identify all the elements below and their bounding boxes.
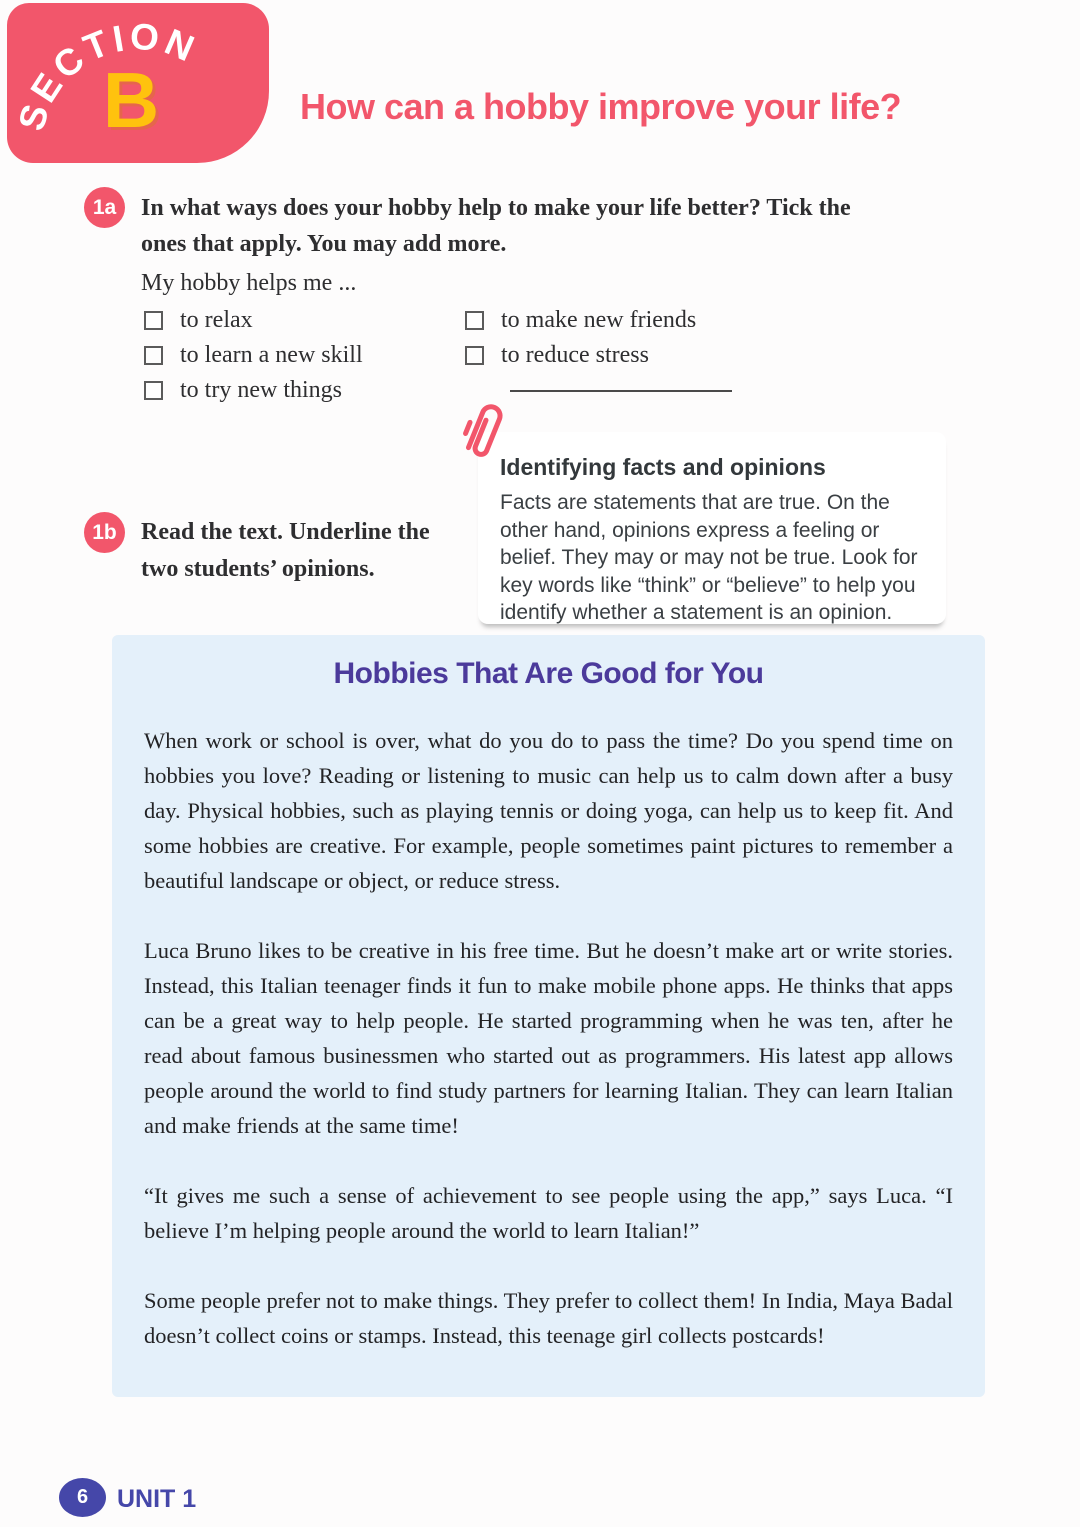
section-letter: B bbox=[102, 56, 160, 144]
page-title: How can a hobby improve your life? bbox=[300, 86, 902, 127]
option-label: to make new friends bbox=[501, 307, 697, 333]
checkbox-to-learn-a-new-skill[interactable] bbox=[144, 346, 163, 365]
exercise-1b-badge: 1b bbox=[84, 512, 125, 553]
section-badge bbox=[7, 3, 269, 163]
option-row bbox=[465, 303, 696, 338]
option-row bbox=[144, 373, 363, 408]
paperclip-icon bbox=[455, 398, 511, 468]
reading-title: Hobbies That Are Good for You bbox=[333, 657, 764, 690]
option-label: to reduce stress bbox=[501, 342, 649, 368]
option-row bbox=[144, 303, 363, 338]
reading-paragraph: “It gives me such a sense of achievement to see people using the app,” says Luca. “I believe I’m helping people around the world to learn Italian!” bbox=[144, 1183, 953, 1243]
tip-box-title: Identifying facts and opinions bbox=[500, 454, 826, 480]
exercise-1b-prompt: Read the text. Underline the two students’ opinions. bbox=[141, 519, 430, 582]
unit-label: UNIT 1 bbox=[117, 1485, 197, 1513]
checkbox-to-try-new-things[interactable] bbox=[144, 381, 163, 400]
reading-paragraph: Some people prefer not to make things. They prefer to collect them! In India, Maya Badal doesn’t collect coins or stamps. Instead, this teenage girl collects postcards! bbox=[144, 1288, 953, 1348]
option-row bbox=[144, 338, 363, 373]
option-label: to try new things bbox=[180, 377, 342, 403]
page-number-badge: 6 bbox=[59, 1478, 106, 1517]
option-label: to relax bbox=[180, 307, 253, 333]
exercise-1a-badge: 1a bbox=[84, 187, 125, 228]
exercise-1a-prompt: In what ways does your hobby help to make your life better? Tick the ones that apply. You may add more. bbox=[141, 195, 851, 257]
svg-text:SECTION: SECTION bbox=[10, 15, 204, 135]
reading-passage bbox=[112, 635, 985, 1397]
options-column-left bbox=[144, 303, 363, 408]
checkbox-to-relax[interactable] bbox=[144, 311, 163, 330]
exercise-1a-lead-in: My hobby helps me ... bbox=[141, 270, 357, 296]
reading-paragraph: Luca Bruno likes to be creative in his free time. But he doesn’t make art or write stories. Instead, this Italian teenager finds it fun to make mobile phone apps. He thinks that apps can be a great way to help people. He started programming when he was ten, after he read about famous businessmen who started out as programmers. His latest app allows people around the world to find study partners for learning Italian. They can learn Italian and make friends at the same time! bbox=[144, 938, 953, 1138]
checkbox-to-reduce-stress[interactable] bbox=[465, 346, 484, 365]
checkbox-to-make-new-friends[interactable] bbox=[465, 311, 484, 330]
tip-box-body: Facts are statements that are true. On the other hand, opinions express a feeling or belief. They may or may not be true. Look for key words like “think” or “believe” to help you identify whether a statement is an opinion. bbox=[500, 491, 918, 624]
option-label: to learn a new skill bbox=[180, 342, 363, 368]
tip-box bbox=[478, 432, 946, 624]
reading-paragraph: When work or school is over, what do you do to pass the time? Do you spend time on hobbies you love? Reading or listening to music can help us to calm down after a busy day. Physical hobbies, such as playing tennis or doing yoga, can help us to keep fit. And some hobbies are creative. For example, people sometimes paint pictures to remember a beautiful landscape or object, or reduce stress. bbox=[144, 728, 953, 893]
write-in-line[interactable] bbox=[510, 360, 732, 392]
